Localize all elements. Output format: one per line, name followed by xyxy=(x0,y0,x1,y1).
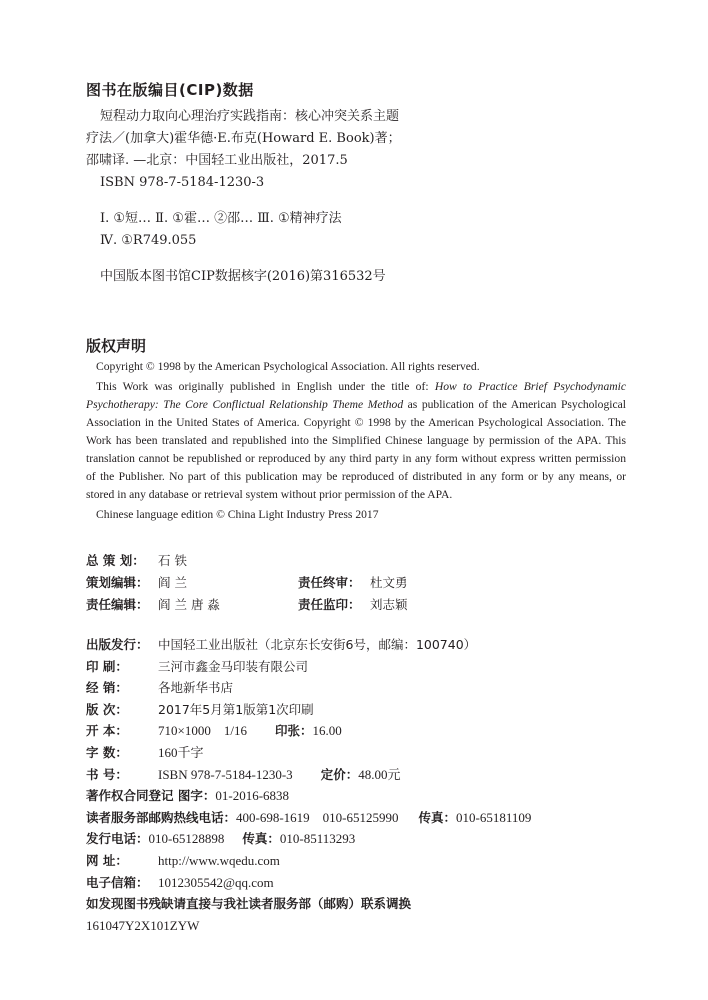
pub-extra-label: 传真： xyxy=(242,831,280,847)
product-code-text: 161047Y2X101ZYW xyxy=(86,917,200,933)
pub-label: 发行电话： xyxy=(86,831,149,847)
pub-row xyxy=(86,807,666,829)
credit-label: 策划编辑： xyxy=(86,575,149,590)
cip-record-number: 中国版本图书馆CIP数据核字(2016)第316532号 xyxy=(100,269,386,284)
credit-label: 责任监印： xyxy=(298,597,361,612)
pub-extra-label: 定价： xyxy=(320,766,359,782)
pub-row xyxy=(86,656,666,678)
chinese-edition-line: Chinese language edition © China Light Industry Press 2017 xyxy=(96,508,379,521)
cip-line: 短程动力取向心理治疗实践指南：核心冲突关系主题 xyxy=(100,109,400,124)
pub-row xyxy=(86,699,666,721)
pub-value: 中国轻工业出版社（北京东长安街6号，邮编：100740） xyxy=(158,637,477,652)
pub-row xyxy=(86,828,666,850)
pub-row xyxy=(86,720,666,742)
pub-label: 字 数： xyxy=(86,744,128,760)
credit-row xyxy=(86,594,646,616)
cip-line: 邵啸译. —北京：中国轻工业出版社，2017.5 xyxy=(86,153,348,168)
pub-row xyxy=(86,677,666,699)
pub-row xyxy=(86,872,666,894)
cip-isbn: ISBN 978-7-5184-1230-3 xyxy=(100,175,265,190)
pub-label: 书 号： xyxy=(86,766,128,782)
pub-value: 010-65128898 xyxy=(148,831,225,847)
notice-text: 如发现图书残缺请直接与我社读者服务部（邮购）联系调换 xyxy=(86,896,412,912)
pub-extra-value: 010-85113293 xyxy=(279,831,356,847)
cip-heading: 图书在版编目(CIP)数据 xyxy=(86,81,254,99)
pub-extra-label: 印张： xyxy=(274,723,313,739)
pub-label: 读者服务部邮购热线电话： xyxy=(86,809,237,825)
cip-line: 疗法／(加拿大)霍华德·E.布克(Howard E. Book)著； xyxy=(86,131,401,146)
replacement-notice xyxy=(86,893,666,915)
copyright-text: This Work was originally published in English under the title of: xyxy=(96,380,435,393)
pub-extra xyxy=(321,764,401,786)
pub-value: 1012305542@qq.com xyxy=(158,874,274,890)
original-title: How to Practice Brief Psychodynamic Psychotherapy: The Core Conflictual Relationship Theme Method xyxy=(86,380,626,411)
pub-value: 01-2016-6838 xyxy=(215,788,290,804)
pub-value: http://www.wqedu.com xyxy=(158,852,280,868)
pub-label: 电子信箱： xyxy=(86,874,149,890)
credits-block xyxy=(86,550,646,616)
credit-value: 阎 兰 唐 淼 xyxy=(158,597,220,612)
pub-row xyxy=(86,764,666,786)
pub-value: 160千字 xyxy=(158,744,204,760)
pub-label: 版 次： xyxy=(86,701,128,717)
pub-label: 网 址： xyxy=(86,852,128,868)
pub-value: 三河市鑫金马印装有限公司 xyxy=(158,658,309,674)
pub-value: 2017年5月第1版第1次印刷 xyxy=(158,701,314,717)
pub-label: 出版发行： xyxy=(86,637,149,652)
pub-row xyxy=(86,850,666,872)
copyright-heading: 版权声明 xyxy=(86,337,147,355)
credit-value: 阎 兰 xyxy=(158,575,187,590)
cip-classification-code: Ⅳ. ①R749.055 xyxy=(100,233,197,248)
pub-extra xyxy=(275,720,342,742)
pub-extra-label: 传真： xyxy=(418,809,457,825)
pub-label: 印 刷： xyxy=(86,658,128,674)
copyright-paragraph xyxy=(86,378,626,504)
copyright-statement xyxy=(86,358,626,524)
pub-extra-value: 010-65181109 xyxy=(456,809,532,825)
spacer xyxy=(86,252,646,266)
credit-row xyxy=(86,550,646,572)
cip-classification: Ⅰ. ①短… Ⅱ. ①霍… ②邵… Ⅲ. ①精神疗法 xyxy=(100,211,342,226)
credit-label: 总 策 划： xyxy=(86,553,145,568)
credit-value: 石 铁 xyxy=(158,553,187,568)
product-code xyxy=(86,915,666,937)
copyright-text: as publication of the American Psychological Association in the United States of America. Copyright © 1998 by the American Psychological Association. The Work has been translated and republished into the Simplified Chinese language by permission of the APA. This translation cannot be republished or reproduced by any third party in any form without express written permission of the Publisher. No part of this publication may be reproduced of distributed in any form or by any means, or stored in any database or retrieval system without prior permission of the APA. xyxy=(86,398,626,501)
pub-value: ISBN 978-7-5184-1230-3 xyxy=(158,766,293,782)
pub-row xyxy=(86,634,666,656)
pub-label: 著作权合同登记 图字： xyxy=(86,788,216,804)
pub-extra xyxy=(419,810,532,825)
pub-label: 开 本： xyxy=(86,723,128,739)
spacer xyxy=(86,194,646,208)
pub-extra-value: 48.00元 xyxy=(358,766,401,782)
pub-row xyxy=(86,785,666,807)
pub-extra-value: 16.00 xyxy=(312,723,342,739)
cip-block xyxy=(86,106,646,288)
pub-row xyxy=(86,742,666,764)
pub-extra xyxy=(242,831,355,846)
credit-value: 刘志颖 xyxy=(370,597,408,612)
publication-info xyxy=(86,634,666,936)
pub-label: 经 销： xyxy=(86,680,128,696)
credit-value: 杜文勇 xyxy=(370,575,408,590)
pub-value: 710×1000 1/16 xyxy=(158,723,247,739)
copyright-line: Copyright © 1998 by the American Psychological Association. All rights reserved. xyxy=(96,360,480,373)
credit-label: 责任终审： xyxy=(298,575,361,590)
pub-value: 400-698-1619 010-65125990 xyxy=(236,809,399,825)
credit-row xyxy=(86,572,646,594)
pub-value: 各地新华书店 xyxy=(158,680,234,696)
credit-label: 责任编辑： xyxy=(86,597,149,612)
